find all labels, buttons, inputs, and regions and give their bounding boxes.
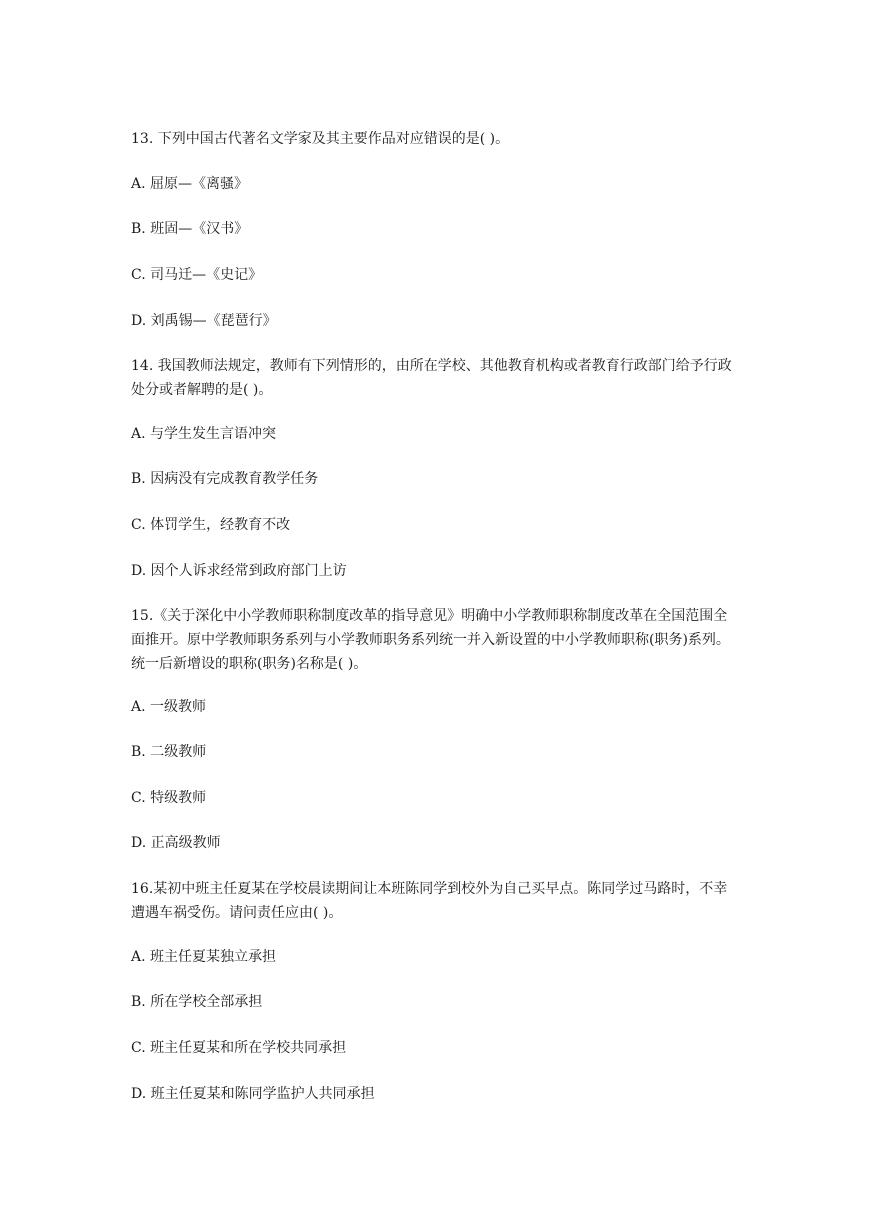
question-16-option-a: A. 班主任夏某独立承担 — [131, 949, 277, 965]
question-15-option-a: A. 一级教师 — [131, 699, 207, 715]
question-16-option-d: D. 班主任夏某和陈同学监护人共同承担 — [131, 1086, 375, 1102]
question-13-option-c: C. 司马迁—《史记》 — [131, 267, 263, 283]
question-13-stem: 13. 下列中国古代著名文学家及其主要作品对应错误的是( )。 — [131, 131, 510, 147]
question-15-option-d: D. 正高级教师 — [131, 835, 221, 851]
question-16-option-c: C. 班主任夏某和所在学校共同承担 — [131, 1040, 347, 1056]
question-15-stem: 15.《关于深化中小学教师职称制度改革的指导意见》明确中小学教师职称制度改革在全国范围全面推开。原中学教师职务系列与小学教师职务系列统一并入新设置的中小学教师职称(职务)系列。统一后新增设的职称(职务)名称是( )。 — [131, 608, 730, 672]
question-13-option-b: B. 班固—《汉书》 — [131, 221, 249, 237]
question-14-option-d: D. 因个人诉求经常到政府部门上访 — [131, 563, 347, 579]
question-14-option-a: A. 与学生发生言语冲突 — [131, 426, 277, 442]
question-16-option-b: B. 所在学校全部承担 — [131, 994, 263, 1010]
question-13-option-d: D. 刘禹锡—《琵琶行》 — [131, 313, 277, 329]
question-14-option-c: C. 体罚学生，经教育不改 — [131, 517, 291, 533]
question-15-option-c: C. 特级教师 — [131, 790, 207, 806]
question-14-stem: 14. 我国教师法规定，教师有下列情形的，由所在学校、其他教育机构或者教育行政部门给予行政处分或者解聘的是( )。 — [131, 358, 732, 398]
question-14-option-b: B. 因病没有完成教育教学任务 — [131, 471, 319, 487]
question-15-option-b: B. 二级教师 — [131, 744, 207, 760]
question-13-option-a: A. 屈原—《离骚》 — [131, 176, 249, 192]
question-16-stem: 16.某初中班主任夏某在学校晨读期间让本班陈同学到校外为自己买早点。陈同学过马路时，不幸遭遇车祸受伤。请问责任应由( )。 — [131, 881, 728, 921]
